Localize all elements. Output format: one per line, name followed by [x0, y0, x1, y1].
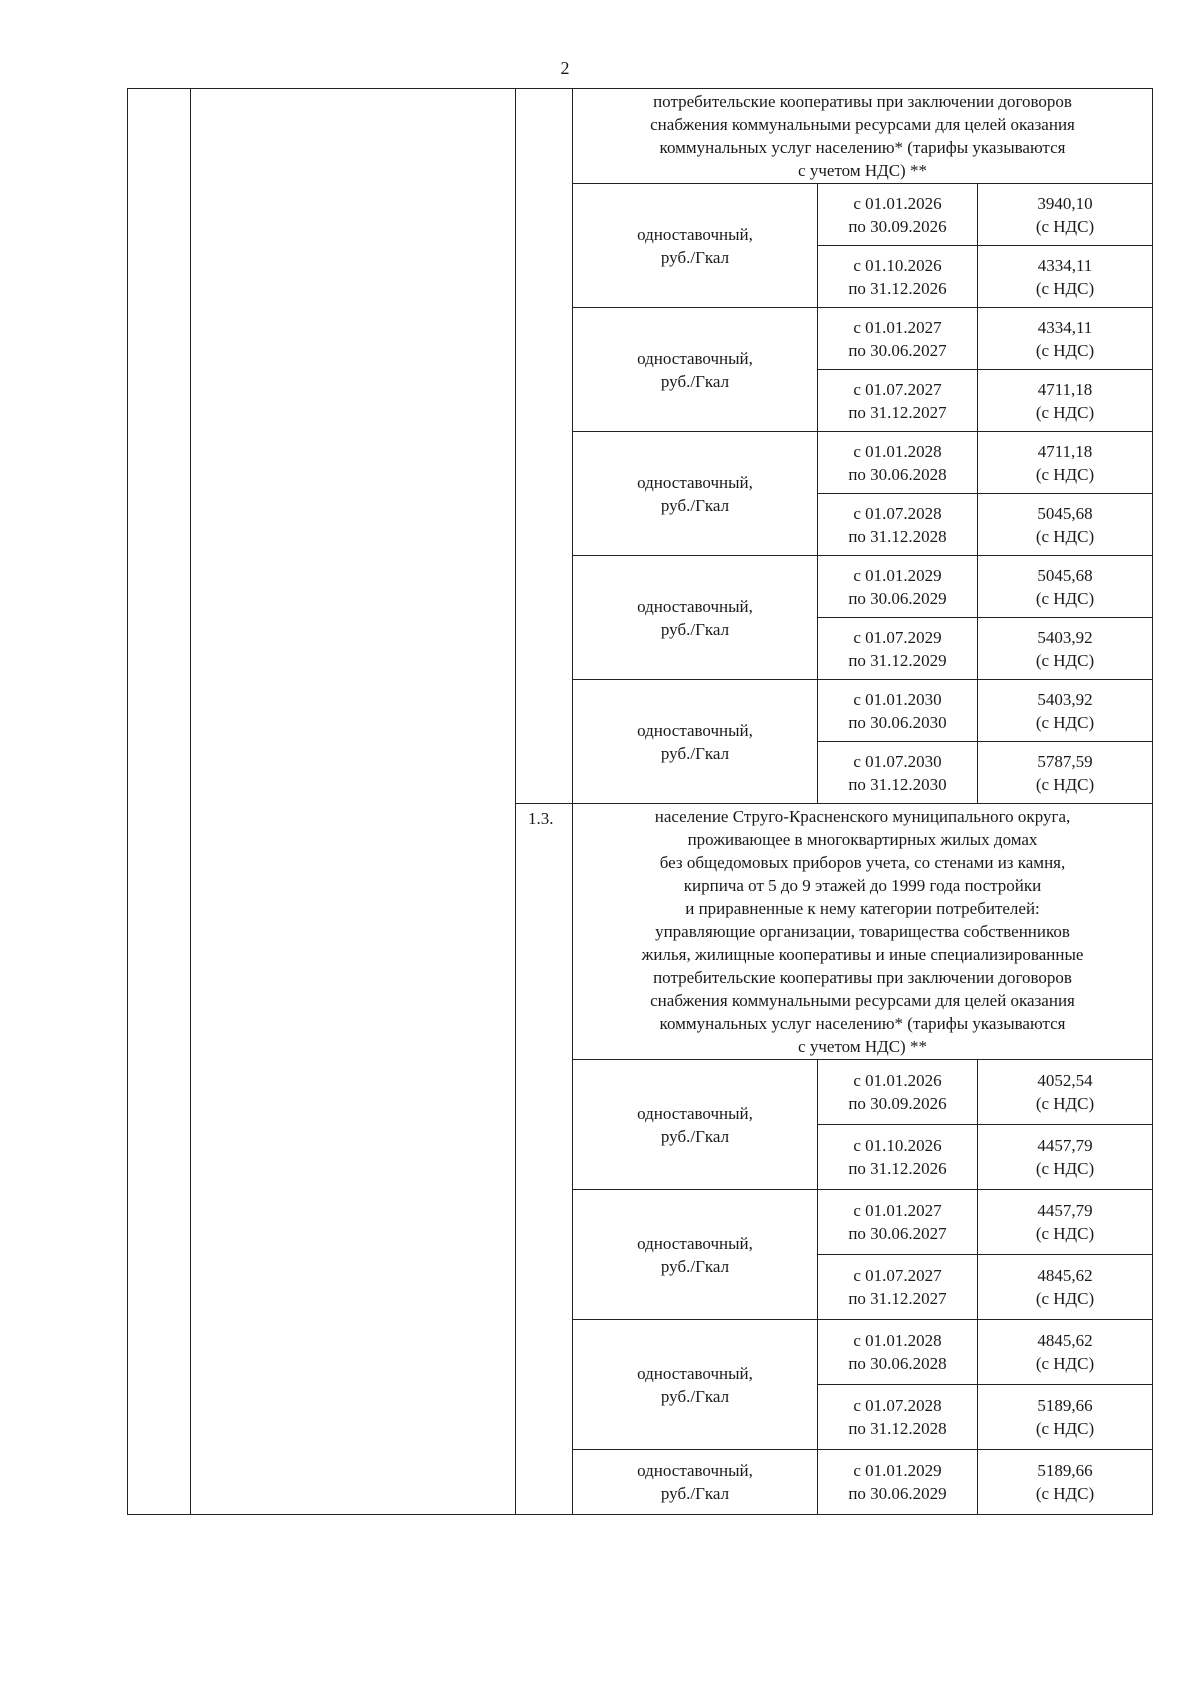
value-cell	[978, 556, 1153, 618]
tariff-type-cell	[573, 1320, 818, 1450]
tariff-type-cell	[573, 432, 818, 556]
description-line: с учетом НДС) **	[798, 161, 927, 180]
tariff-type: одноставочный,	[637, 348, 753, 368]
page-number: 2	[560, 58, 570, 78]
vat-note: (с НДС)	[1035, 340, 1095, 360]
tariff-value: 4457,79	[1037, 1201, 1093, 1220]
period-to: по 30.06.2027	[848, 1224, 947, 1243]
tariff-type: одноставочный,	[637, 472, 753, 492]
period-cell	[818, 184, 978, 246]
tariff-type-cell	[573, 680, 818, 804]
tariff-type: одноставочный,	[637, 1461, 753, 1480]
tariff-type-cell	[573, 308, 818, 432]
tariff-type: одноставочный,	[637, 1233, 753, 1253]
tariff-value: 5403,92	[1037, 689, 1093, 709]
value-cell	[978, 184, 1153, 246]
tariff-value: 4845,62	[1037, 1331, 1093, 1350]
tariff-value: 4334,11	[1037, 255, 1093, 275]
tariff-value: 4052,54	[1037, 1071, 1093, 1090]
period-to: по 31.12.2027	[848, 1289, 947, 1308]
value-cell	[978, 1320, 1153, 1385]
period-to: по 30.06.2027	[848, 340, 947, 360]
description-line: кирпича от 5 до 9 этажей до 1999 года постройки	[683, 876, 1042, 895]
description-line: потребительские кооперативы при заключении договоров	[653, 968, 1072, 987]
tariff-value: 5045,68	[1037, 565, 1093, 585]
period-from: с 01.01.2026	[853, 1071, 942, 1090]
vat-note: (с НДС)	[1035, 712, 1095, 732]
value-cell	[978, 1255, 1153, 1320]
vat-note: (с НДС)	[1035, 1484, 1095, 1503]
period-to: по 31.12.2026	[848, 1159, 947, 1178]
value-cell	[978, 370, 1153, 432]
period-from: с 01.07.2027	[853, 1266, 942, 1285]
description-line: коммунальных услуг населению* (тарифы указываются	[659, 1014, 1066, 1033]
tariff-value: 4334,11	[1037, 317, 1093, 337]
value-cell	[978, 618, 1153, 680]
tariff-type-cell	[573, 184, 818, 308]
tariff-value: 4711,18	[1037, 441, 1093, 461]
value-cell	[978, 432, 1153, 494]
vat-note: (с НДС)	[1035, 1419, 1095, 1438]
period-cell	[818, 1060, 978, 1125]
period-cell	[818, 494, 978, 556]
period-cell	[818, 1125, 978, 1190]
value-cell	[978, 1450, 1153, 1515]
period-cell	[818, 1320, 978, 1385]
period-cell	[818, 618, 978, 680]
period-to: по 31.12.2028	[848, 1419, 947, 1438]
tariff-type-cell	[573, 1450, 818, 1515]
tariff-type: одноставочный,	[637, 1363, 753, 1383]
tariff-type-cell	[573, 1060, 818, 1190]
period-from: с 01.01.2026	[853, 193, 942, 213]
period-from: с 01.01.2029	[853, 565, 942, 585]
period-from: с 01.01.2028	[853, 1331, 942, 1350]
tariff-value: 5403,92	[1037, 627, 1093, 647]
value-cell	[978, 680, 1153, 742]
section-1-3-description	[573, 804, 1153, 1060]
period-cell	[818, 680, 978, 742]
period-to: по 30.06.2029	[848, 588, 947, 608]
vat-note: (с НДС)	[1035, 774, 1095, 794]
period-cell	[818, 1255, 978, 1320]
tariff-value: 4711,18	[1037, 379, 1093, 399]
tariff-value: 5189,66	[1037, 1396, 1093, 1415]
description-line: проживающее в многоквартирных жилых домах	[687, 830, 1038, 849]
vat-note: (с НДС)	[1035, 526, 1095, 546]
period-from: с 01.07.2028	[853, 1396, 942, 1415]
description-line: коммунальных услуг населению* (тарифы указываются	[659, 138, 1066, 157]
vat-note: (с НДС)	[1035, 278, 1095, 298]
period-cell	[818, 742, 978, 804]
value-cell	[978, 246, 1153, 308]
tariff-value: 4457,79	[1037, 1136, 1093, 1155]
value-cell	[978, 1060, 1153, 1125]
period-cell	[818, 1450, 978, 1515]
tariff-type: одноставочный,	[637, 224, 753, 244]
tariff-unit: руб./Гкал	[660, 247, 730, 267]
value-cell	[978, 1190, 1153, 1255]
tariff-value: 5189,66	[1037, 1461, 1093, 1480]
period-from: с 01.01.2027	[853, 1201, 942, 1220]
section-continued-description	[573, 89, 1153, 184]
period-from: с 01.07.2028	[853, 503, 942, 523]
period-from: с 01.07.2027	[853, 379, 942, 399]
tariff-value: 5045,68	[1037, 503, 1093, 523]
period-from: с 01.10.2026	[853, 255, 942, 275]
period-from: с 01.01.2027	[853, 317, 942, 337]
period-to: по 31.12.2027	[848, 402, 947, 422]
description-line: управляющие организации, товарищества собственников	[655, 922, 1070, 941]
period-to: по 30.06.2029	[848, 1484, 947, 1503]
period-to: по 31.12.2026	[848, 278, 947, 298]
tariff-value: 4845,62	[1037, 1266, 1093, 1285]
blank-number-cell	[516, 89, 573, 804]
vat-note: (с НДС)	[1035, 1289, 1095, 1308]
vat-note: (с НДС)	[1035, 1094, 1095, 1113]
tariff-type: одноставочный,	[637, 720, 753, 740]
tariff-type-cell	[573, 1190, 818, 1320]
period-to: по 30.09.2026	[848, 1094, 947, 1113]
tariff-type: одноставочный,	[637, 1103, 753, 1123]
tariff-unit: руб./Гкал	[660, 371, 730, 391]
description-line: снабжения коммунальными ресурсами для целей оказания	[650, 115, 1075, 134]
period-cell	[818, 432, 978, 494]
tariff-unit: руб./Гкал	[660, 1386, 730, 1406]
tariff-type-cell	[573, 556, 818, 680]
period-cell	[818, 308, 978, 370]
tariff-table	[127, 88, 1153, 1515]
period-to: по 31.12.2028	[848, 526, 947, 546]
period-from: с 01.01.2028	[853, 441, 942, 461]
vat-note: (с НДС)	[1035, 588, 1095, 608]
vat-note: (с НДС)	[1035, 1224, 1095, 1243]
value-cell	[978, 742, 1153, 804]
tariff-unit: руб./Гкал	[660, 619, 730, 639]
description-line: потребительские кооперативы при заключении договоров	[653, 92, 1072, 111]
section-continued-row	[128, 89, 1153, 184]
section-number: 1.3.	[516, 804, 573, 1515]
value-cell	[978, 308, 1153, 370]
tariff-unit: руб./Гкал	[660, 743, 730, 763]
period-cell	[818, 370, 978, 432]
period-from: с 01.10.2026	[853, 1136, 942, 1155]
period-to: по 30.06.2030	[848, 712, 947, 732]
vat-note: (с НДС)	[1035, 216, 1095, 236]
vat-note: (с НДС)	[1035, 402, 1095, 422]
vat-note: (с НДС)	[1035, 464, 1095, 484]
period-to: по 30.09.2026	[848, 216, 947, 236]
period-cell	[818, 1385, 978, 1450]
period-cell	[818, 1190, 978, 1255]
vat-note: (с НДС)	[1035, 1354, 1095, 1373]
tariff-unit: руб./Гкал	[660, 1126, 730, 1146]
description-line: снабжения коммунальными ресурсами для целей оказания	[650, 991, 1075, 1010]
value-cell	[978, 1385, 1153, 1450]
vat-note: (с НДС)	[1035, 1159, 1095, 1178]
value-cell	[978, 494, 1153, 556]
tariff-value: 5787,59	[1037, 751, 1093, 771]
tariff-value: 3940,10	[1037, 193, 1093, 213]
tariff-unit: руб./Гкал	[660, 495, 730, 515]
period-cell	[818, 556, 978, 618]
description-line: население Струго-Красненского муниципального округа,	[654, 807, 1071, 826]
period-from: с 01.01.2029	[853, 1461, 942, 1480]
vat-note: (с НДС)	[1035, 650, 1095, 670]
period-to: по 31.12.2030	[848, 774, 947, 794]
tariff-type: одноставочный,	[637, 596, 753, 616]
description-line: без общедомовых приборов учета, со стенами из камня,	[659, 853, 1066, 872]
period-cell	[818, 246, 978, 308]
value-cell	[978, 1125, 1153, 1190]
tariff-unit: руб./Гкал	[660, 1256, 730, 1276]
period-from: с 01.01.2030	[853, 689, 942, 709]
description-line: с учетом НДС) **	[798, 1037, 927, 1056]
blank-column-2	[191, 89, 516, 1515]
description-line: и приравненные к нему категории потребителей:	[685, 899, 1040, 918]
period-from: с 01.07.2030	[853, 751, 942, 771]
period-to: по 30.06.2028	[848, 464, 947, 484]
description-line: жилья, жилищные кооперативы и иные специализированные	[641, 945, 1084, 964]
blank-column-1	[128, 89, 191, 1515]
period-to: по 31.12.2029	[848, 650, 947, 670]
period-to: по 30.06.2028	[848, 1354, 947, 1373]
tariff-unit: руб./Гкал	[660, 1484, 730, 1503]
period-from: с 01.07.2029	[853, 627, 942, 647]
